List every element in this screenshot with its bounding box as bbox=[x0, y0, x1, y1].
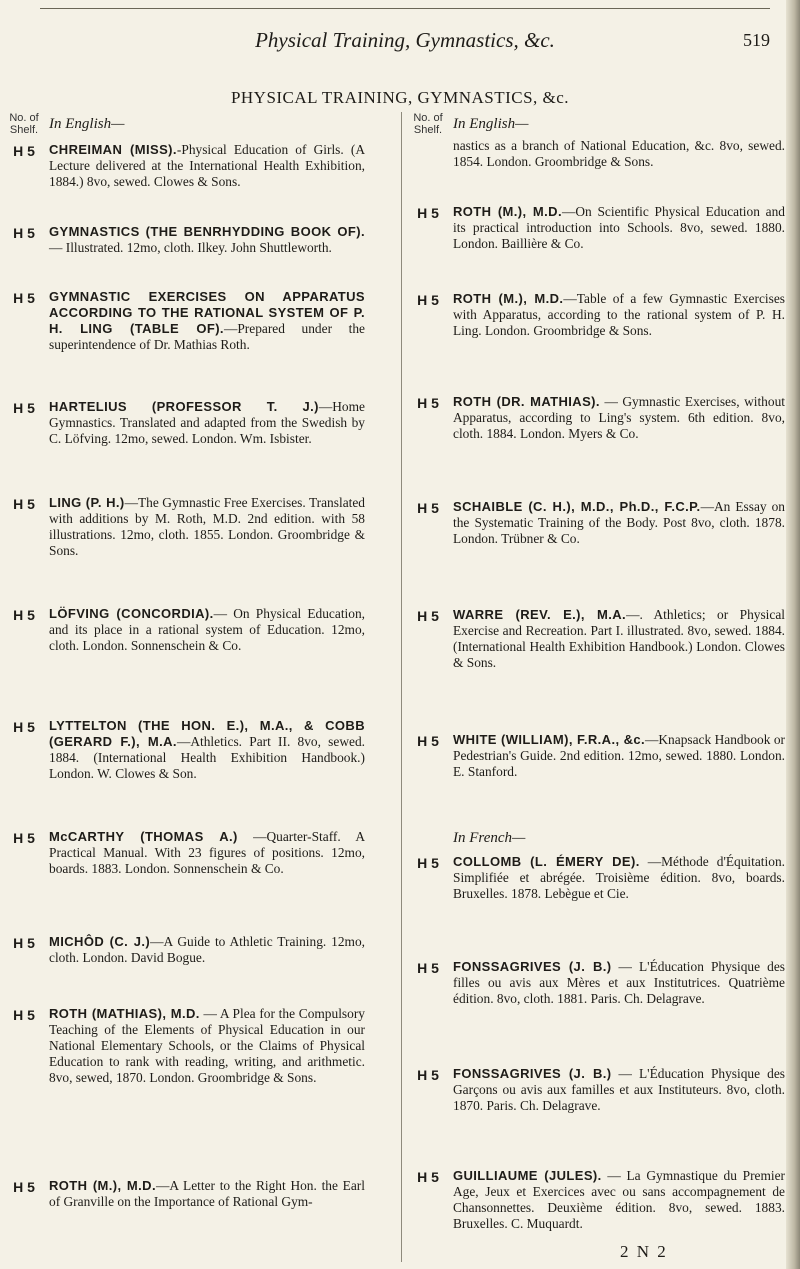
entry-body: —Table of a few Gymnastic Exercises with Apparatus, according to the rational system of P. H. Ling. London. Groombridge & Sons. bbox=[453, 291, 785, 338]
entry-body: — A Plea for the Compulsory Teaching of the Elements of Physical Education in our National Elementary Schools, or the Claims of Physical Education to rank with reading, writing, and arithmetic. 8vo, sewed, 1870. London. Groombridge & Sons. bbox=[49, 1006, 365, 1085]
entry-body: —A Guide to Athletic Training. 12mo, cloth. London. David Bogue. bbox=[49, 934, 366, 965]
entry-text bbox=[49, 718, 365, 782]
entry-body: —Home Gymnastics. Translated and adapted from the Swedish by C. Löfving. 12mo, sewed. London. Wm. Isbister. bbox=[49, 399, 365, 446]
entry-heading: LYTTELTON (THE HON. E.), M.A., & COBB (GERARD F.), M.A. bbox=[49, 718, 365, 749]
entry-text bbox=[49, 934, 365, 966]
shelf-mark: H 5 bbox=[13, 290, 35, 306]
entry-body: —. Athletics; or Physical Exercise and Recreation. Part I. illustrated. 8vo, sewed. 1884. (International Health Exhibition Handbook.) London. Clowes & Sons. bbox=[453, 607, 785, 670]
language-heading-english: In English— bbox=[453, 116, 529, 132]
entry-body: — Gymnastic Exercises, without Apparatus, according to Ling's system. 6th edition. 8vo, cloth. 1884. London. Myers & Co. bbox=[453, 394, 785, 441]
entry-heading: GYMNASTIC EXERCISES ON APPARATUS ACCORDING TO THE RATIONAL SYSTEM OF P. H. LING (TABLE OF). bbox=[49, 289, 365, 336]
entry-heading: FONSSAGRIVES (J. B.) bbox=[453, 959, 612, 974]
column-divider bbox=[401, 112, 402, 1262]
entry-heading: GUILLIAUME (JULES). bbox=[453, 1168, 602, 1183]
page-number: 519 bbox=[743, 30, 770, 50]
entry-heading: SCHAIBLE (C. H.), M.D., Ph.D., F.C.P. bbox=[453, 499, 701, 514]
shelf-mark: H 5 bbox=[417, 1169, 439, 1185]
entry-text bbox=[49, 142, 365, 190]
shelf-mark: H 5 bbox=[13, 1179, 35, 1195]
entry-heading: HARTELIUS (PROFESSOR T. J.) bbox=[49, 399, 319, 414]
shelf-mark: H 5 bbox=[13, 719, 35, 735]
entry-text bbox=[453, 394, 785, 442]
entry-heading: ROTH (MATHIAS), M.D. bbox=[49, 1006, 200, 1021]
running-header bbox=[40, 6, 770, 56]
shelf-mark: H 5 bbox=[417, 205, 439, 221]
entry-text bbox=[49, 495, 365, 559]
entry-text bbox=[49, 224, 365, 256]
shelf-column-header: No. of Shelf. bbox=[9, 112, 39, 136]
entry-heading: CHREIMAN (MISS). bbox=[49, 142, 177, 157]
entry-text bbox=[453, 204, 785, 252]
entry-text bbox=[49, 829, 365, 877]
shelf-mark: H 5 bbox=[417, 960, 439, 976]
shelf-mark: H 5 bbox=[13, 607, 35, 623]
shelf-mark: H 5 bbox=[13, 496, 35, 512]
section-title: PHYSICAL TRAINING, GYMNASTICS, &c. bbox=[230, 88, 570, 107]
shelf-column-header: No. of Shelf. bbox=[413, 112, 443, 136]
entry-text bbox=[453, 1168, 785, 1232]
entry-text bbox=[453, 959, 785, 1007]
entry-body: — Illustrated. 12mo, cloth. Ilkey. John Shuttleworth. bbox=[49, 240, 332, 255]
entry-body: —On Scientific Physical Education and its practical introduction into Schools. 8vo, sewed. 1880. London. Baillière & Co. bbox=[453, 204, 785, 251]
page-edge bbox=[786, 0, 800, 1269]
entry-body: —A Letter to the Right Hon. the Earl of Granville on the Importance of Rational Gym- bbox=[49, 1178, 365, 1209]
entry-text bbox=[49, 606, 365, 654]
entry-body: —Prepared under the superintendence of Dr. Mathias Roth. bbox=[49, 321, 365, 352]
shelf-mark: H 5 bbox=[13, 1007, 35, 1023]
entry-text bbox=[453, 607, 785, 671]
entry-text bbox=[49, 399, 365, 447]
entry-text bbox=[49, 1006, 365, 1086]
entry-heading: ROTH (DR. MATHIAS). bbox=[453, 394, 600, 409]
shelf-mark: H 5 bbox=[417, 608, 439, 624]
entry-text bbox=[49, 289, 365, 353]
entry-text bbox=[453, 732, 785, 780]
shelf-mark: H 5 bbox=[417, 1067, 439, 1083]
shelf-mark: H 5 bbox=[417, 292, 439, 308]
entry-body: — L'Éducation Physique des Garçons ou avis aux familles et aux Instituteurs. 8vo, cloth. 1870. Paris. Ch. Delagrave. bbox=[453, 1066, 785, 1113]
entry-heading: GYMNASTICS (THE BENRHYDDING BOOK OF). bbox=[49, 224, 365, 239]
entry-body: —Méthode d'Équitation. Simplifiée et abrégée. Troisième édition. 8vo, boards. Bruxelles. 1878. Lebègue et Cie. bbox=[453, 854, 785, 901]
entry-heading: McCARTHY (THOMAS A.) bbox=[49, 829, 238, 844]
entry-heading: ROTH (M.), M.D. bbox=[49, 1178, 156, 1193]
header-rule bbox=[40, 8, 770, 9]
entry-text bbox=[453, 854, 785, 902]
shelf-mark: H 5 bbox=[13, 143, 35, 159]
entry-text bbox=[453, 291, 785, 339]
entry-text bbox=[453, 1066, 785, 1114]
entry-text bbox=[453, 499, 785, 547]
entry-heading: FONSSAGRIVES (J. B.) bbox=[453, 1066, 612, 1081]
shelf-mark: H 5 bbox=[417, 500, 439, 516]
entry-body: — On Physical Education, and its place in a rational system of Education. 12mo, cloth. London. Sonnenschein & Co. bbox=[49, 606, 366, 653]
shelf-mark: H 5 bbox=[13, 935, 35, 951]
shelf-mark: H 5 bbox=[417, 855, 439, 871]
shelf-mark: H 5 bbox=[13, 830, 35, 846]
language-heading-english: In English— bbox=[49, 116, 125, 132]
entry-heading: WHITE (WILLIAM), F.R.A., &c. bbox=[453, 732, 645, 747]
entry-text bbox=[49, 1178, 365, 1210]
entry-body: —An Essay on the Systematic Training of the Body. Post 8vo, cloth. 1878. London. Trübner & Co. bbox=[453, 499, 785, 546]
entry-heading: ROTH (M.), M.D. bbox=[453, 291, 564, 306]
entry-body: — L'Éducation Physique des filles ou avis aux Mères et aux Institutrices. Quatrième édition. 8vo, cloth. 1881. Paris. Ch. Delagrave. bbox=[453, 959, 785, 1006]
entry-body: —Knapsack Handbook or Pedestrian's Guide. 2nd edition. 12mo, sewed. 1880. London. E. Stanford. bbox=[453, 732, 785, 779]
signature-mark: 2 N 2 bbox=[620, 1242, 668, 1261]
entry-body: — La Gymnastique du Premier Age, Jeux et Exercices avec ou sans accompagnement de Chansonnettes. Deuxième édition. 8vo, sewed. 1883. Bruxelles. C. Muquardt. bbox=[453, 1168, 786, 1231]
entry-heading: MICHÔD (C. J.) bbox=[49, 934, 151, 949]
shelf-mark: H 5 bbox=[13, 225, 35, 241]
entry-heading: LING (P. H.) bbox=[49, 495, 125, 510]
entry-heading: WARRE (REV. E.), M.A. bbox=[453, 607, 627, 622]
entry-body: —Quarter-Staff. A Practical Manual. With 23 figures of positions. 12mo, boards. 1883. London. Sonnenschein & Co. bbox=[49, 829, 366, 876]
entry-body: nastics as a branch of National Education, &c. 8vo, sewed. 1854. London. Groombridge & Sons. bbox=[453, 138, 785, 169]
shelf-mark: H 5 bbox=[417, 395, 439, 411]
running-title: Physical Training, Gymnastics, &c. bbox=[255, 28, 555, 52]
entry-body: —The Gymnastic Free Exercises. Translated with additions by M. Roth, M.D. 2nd edition. with 58 illustrations. 12mo, cloth. 1855. London. Groombridge & Sons. bbox=[49, 495, 365, 558]
entry-body: —Athletics. Part II. 8vo, sewed. 1884. (International Health Exhibition Handbook.) London. W. Clowes & Son. bbox=[49, 734, 365, 781]
shelf-mark: H 5 bbox=[13, 400, 35, 416]
entry-heading: COLLOMB (L. ÉMERY DE). bbox=[453, 854, 640, 869]
shelf-mark: H 5 bbox=[417, 733, 439, 749]
entry-heading: ROTH (M.), M.D. bbox=[453, 204, 562, 219]
language-heading-french: In French— bbox=[453, 830, 526, 846]
entry-body: -Physical Education of Girls. (A Lecture delivered at the International Health Exhibition, 1884.) 8vo, sewed. Clowes & Sons. bbox=[49, 142, 365, 189]
entry-heading: LÖFVING (CONCORDIA). bbox=[49, 606, 214, 621]
